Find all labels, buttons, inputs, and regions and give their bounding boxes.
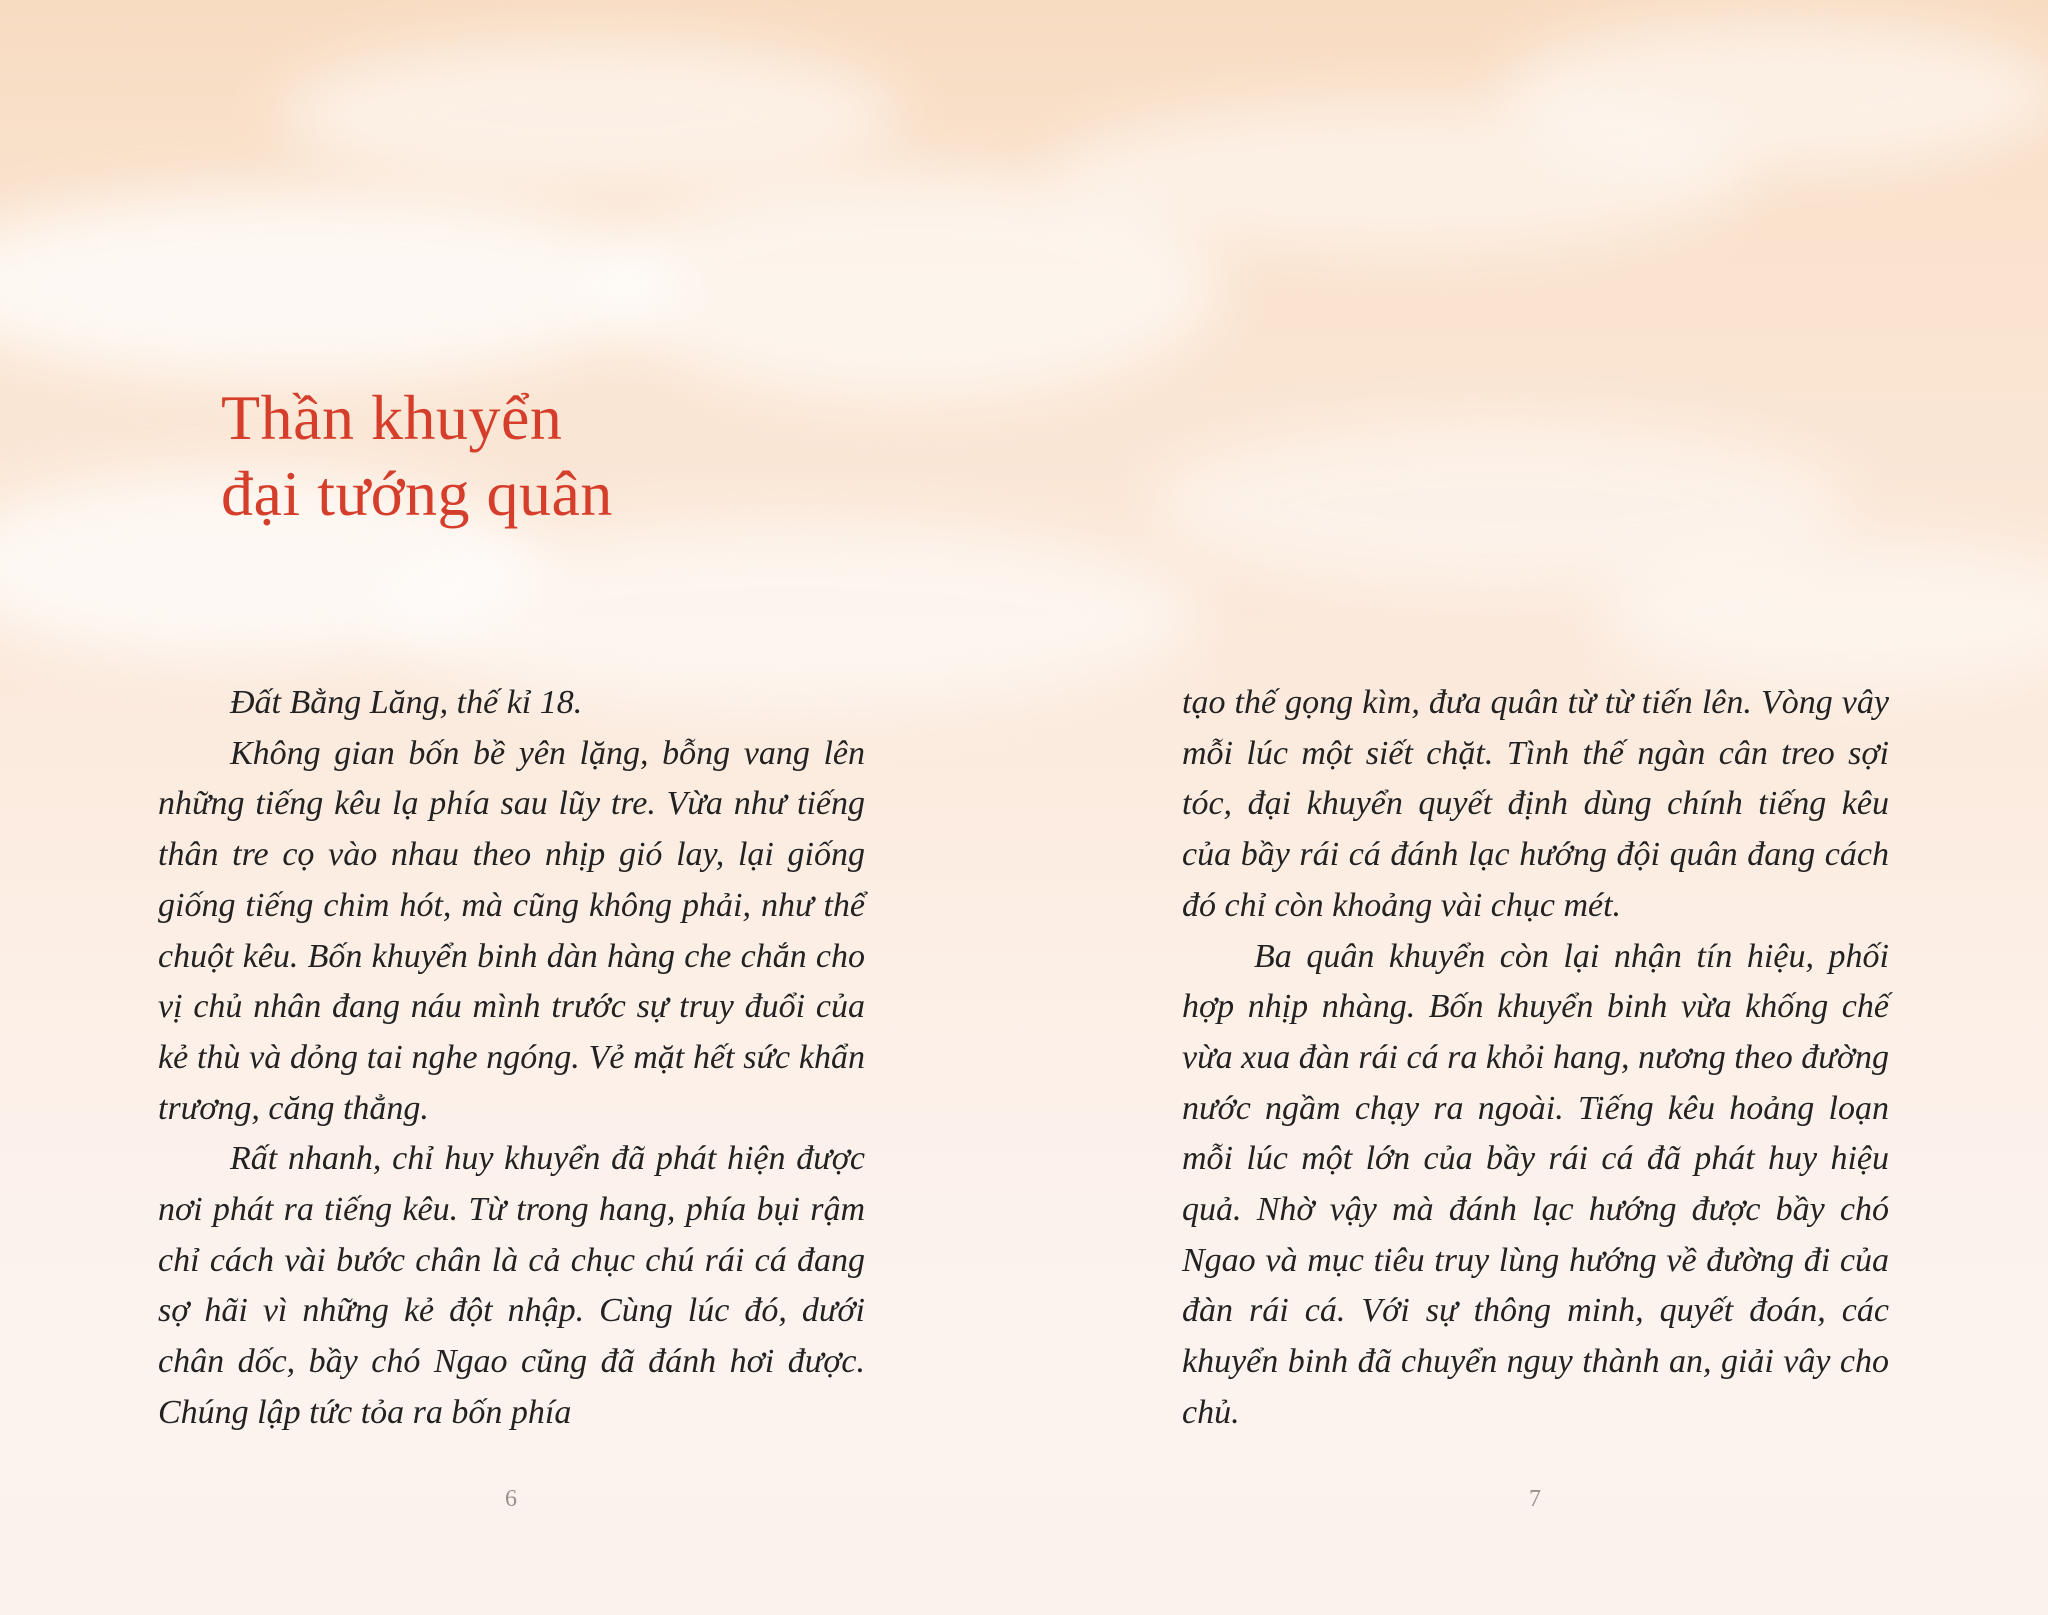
paragraph: Rất nhanh, chỉ huy khuyển đã phát hiện được nơi phát ra tiếng kêu. Từ trong hang, phía bụi rậm chỉ cách vài bước chân là cả chục chú rái cá đang sợ hãi vì những kẻ đột nhập. Cùng lúc đó, dưới chân dốc, bầy chó Ngao cũng đã đánh hơi được. Chúng lập tức tỏa ra bốn phía <box>158 1140 865 1431</box>
left-page-body <box>158 678 865 1439</box>
paragraph: Ba quân khuyển còn lại nhận tín hiệu, phối hợp nhịp nhàng. Bốn khuyển binh vừa khống chế vừa xua đàn rái cá ra khỏi hang, nương theo đường nước ngầm chạy ra ngoài. Tiếng kêu hoảng loạn mỗi lúc một lớn của bầy rái cá đã phát huy hiệu quả. Nhờ vậy mà đánh lạc hướng được bầy chó Ngao và mục tiêu truy lùng hướng về đường đi của đàn rái cá. Với sự thông minh, quyết đoán, các khuyển binh đã chuyển nguy thành an, giải vây cho chủ. <box>1182 937 1889 1431</box>
page-number: 6 <box>505 1486 517 1512</box>
chapter-title-line: Thần khuyển <box>221 382 563 453</box>
right-page <box>1024 0 2048 1615</box>
paragraph: Không gian bốn bề yên lặng, bỗng vang lên những tiếng kêu lạ phía sau lũy tre. Vừa như tiếng thân tre cọ vào nhau theo nhịp gió lay, lại giống giống tiếng chim hót, mà cũng không phải, như thể chuột kêu. Bốn khuyển binh dàn hàng che chắn cho vị chủ nhân đang náu mình trước sự truy đuổi của kẻ thù và dỏng tai nghe ngóng. Vẻ mặt hết sức khẩn trương, căng thẳng. <box>158 734 865 1127</box>
right-page-body <box>1182 678 1889 1439</box>
paragraph: Đất Bằng Lăng, thế kỉ 18. <box>230 684 583 721</box>
page-number: 7 <box>1529 1486 1541 1512</box>
chapter-title <box>221 380 921 532</box>
chapter-title-line: đại tướng quân <box>221 458 613 529</box>
paragraph: tạo thế gọng kìm, đưa quân từ từ tiến lên. Vòng vây mỗi lúc một siết chặt. Tình thế ngàn cân treo sợi tóc, đại khuyển quyết định dùng chính tiếng kêu của bầy rái cá đánh lạc hướng đội quân đang cách đó chỉ còn khoảng vài chục mét. <box>1182 684 1889 924</box>
